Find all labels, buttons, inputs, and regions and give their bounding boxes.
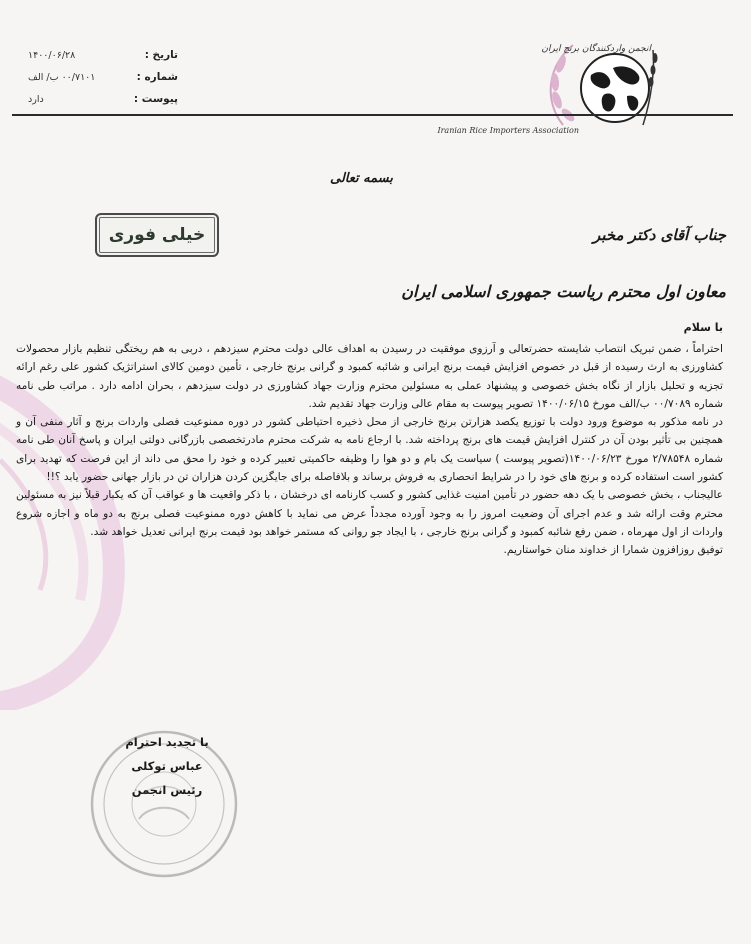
- addressee: جناب آقای دکتر مخبر: [593, 226, 726, 244]
- signature-closing: با تجدید احترام: [125, 735, 209, 749]
- association-name-en: Iranian Rice Importers Association: [437, 126, 579, 135]
- date-value: ۱۴۰۰/۰۶/۲۸: [28, 49, 76, 61]
- signature-block: [112, 730, 222, 802]
- number-label: شماره :: [136, 71, 178, 83]
- letter-meta: [28, 44, 178, 110]
- paragraph-3: عالیجناب ، بخش خصوصی با یک دهه حضور در تأمین امنیت غذایی کشور و کسب کارنامه ای درخشان ، با ذکر واقعیت ها و عواقب آن که یکبار قبلاً نیز به مسئولین محترم وقت ارائه شد و عدم اجرای آن وضعیت امروز را به وجود آورده مجدداً عرض می نماید با کاهش دوره ممنوعیت فصلی برنج به دو ماه و اجازه شروع واردات از اول مهرماه ، ضمن رفع شائبه کمبود و گرانی برنج خارجی ، با ایجاد جو روانی که مستمر خواهد بود قیمت برنج ایرانی تعدیل خواهد شد.: [16, 489, 723, 538]
- addressee-office: معاون اول محترم ریاست جمهوری اسلامی ایران: [401, 282, 726, 301]
- attachment-value: دارد: [28, 93, 44, 105]
- urgency-stamp: خیلی فوری: [95, 213, 219, 257]
- association-name-fa: انجمن واردکنندگان برنج ایران: [541, 44, 651, 54]
- date-label: تاریخ :: [144, 49, 178, 61]
- greeting: با سلام: [683, 321, 723, 334]
- paragraph-1: احتراماً ، ضمن تبریک انتصاب شایسته حضرتعالی و آرزوی موفقیت در رسیدن به اهداف عالی دولت محترم سیزدهم ، دربی به هم ریختگی تنظیم بازار محصولات کشاورزی به ارث رسیده از قبل در خصوص افزایش قیمت برنج ایرانی و شائبه کمبود و گرانی برنج خارجی ، تأمین دومین کالای استراتژیک کشور علی رغم ارائه تجزیه و تحلیل بازار از نگاه بخش خصوصی و پیشنهاد عملی به مسئولین محترم وزارت جهاد کشاورزی در دولت سیزدهم ، بحران ادامه دارد . مراتب طی نامه شماره ۰۰/۷۰۸۹ ب/الف مورخ ۱۴۰۰/۰۶/۱۵ تصویر پیوست به مقام عالی وزارت جهاد تقدیم شد.: [16, 343, 723, 410]
- paragraph-2: در نامه مذکور به موضوع ورود دولت با توزیع یکصد هزارتن برنج خارجی از محل ذخیره احتیاطی کشور در دوره ممنوعیت فصلی واردات برنج و آثار منفی آن و همچنین بی تأثیر بودن آن در کنترل افزایش قیمت های برنج پرداخته شد. با ارجاع نامه به شرکت محترم مادرتخصصی بازرگانی دولتی ایران و پاسخ آنان طی نامه شماره ۲/۷۸۵۴۸ مورخ ۱۴۰۰/۰۶/۲۳(تصویر پیوست ) سیاست یک بام و دو هوا را وظیفه حاکمیتی تعبیر کرده و خود را محق می داند از این فرصت که تهدید برای کشور است استفاده کرده و برنج های خود را در شرایط انحصاری به فروش برساند و بلافاصله برای جایگزین کردن هزاران تن در بازار جهانی حضور یابد ؟!!: [16, 416, 724, 484]
- paragraph-4: توفیق روزافزون شمارا از خداوند منان خواستاریم.: [503, 544, 723, 557]
- letter-body: [16, 340, 723, 560]
- number-value: ۰۰/۷۱۰۱ ب/ الف: [28, 71, 96, 83]
- date-row: [28, 44, 178, 66]
- signature-name: عباس توکلی: [131, 759, 203, 773]
- number-row: [28, 66, 178, 88]
- bismillah: بسمه تعالی: [330, 171, 393, 186]
- signature-title: رئیس انجمن: [131, 783, 203, 797]
- attachment-row: [28, 88, 178, 110]
- attachment-label: پیوست :: [133, 93, 178, 105]
- header-divider: [12, 114, 733, 116]
